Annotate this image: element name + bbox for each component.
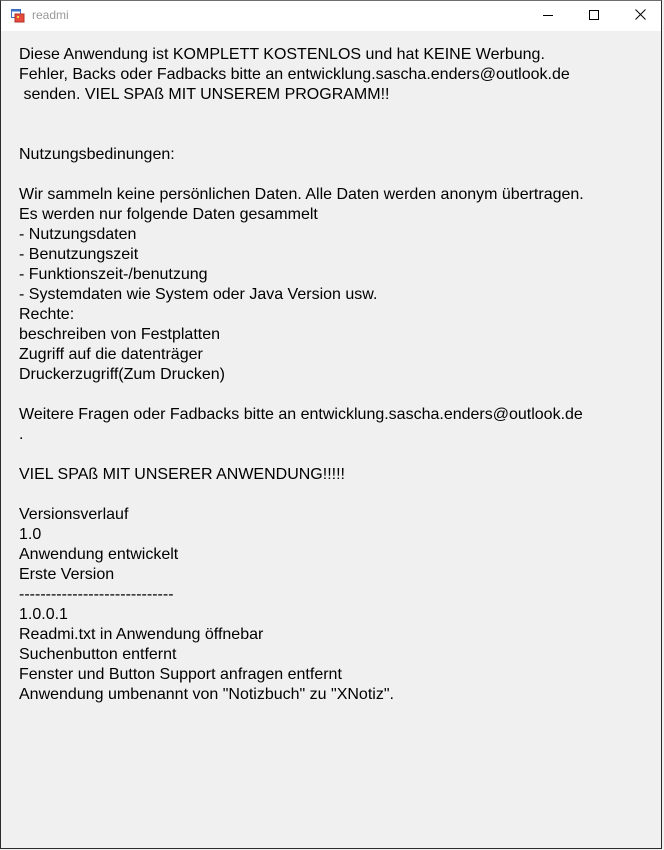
- readme-line: Wir sammeln keine persönlichen Daten. Alle Daten werden anonym übertragen.: [19, 186, 584, 203]
- readme-line: Fehler, Backs oder Fadbacks bitte an entwicklung.sascha.enders@outlook.de: [19, 66, 570, 83]
- readme-line: 1.0: [19, 526, 42, 543]
- maximize-icon: [589, 7, 599, 25]
- readme-line: Nutzungsbedinungen:: [19, 146, 175, 163]
- window-title: readmi: [32, 8, 69, 22]
- readme-line: [19, 165, 651, 185]
- readme-line: [19, 105, 651, 125]
- readme-line: - Nutzungsdaten: [19, 226, 137, 243]
- minimize-button[interactable]: [525, 1, 571, 31]
- readme-line: - Benutzungszeit: [19, 246, 139, 263]
- readme-line: - Systemdaten wie System oder Java Version usw.: [19, 286, 378, 303]
- readme-line: Weitere Fragen oder Fadbacks bitte an entwicklung.sascha.enders@outlook.de: [19, 406, 583, 423]
- readme-line: beschreiben von Festplatten: [19, 326, 221, 343]
- readme-line: [19, 125, 651, 145]
- readme-line: Anwendung entwickelt: [19, 546, 179, 563]
- readme-line: -----------------------------: [19, 586, 174, 603]
- close-button[interactable]: [617, 1, 663, 31]
- readme-line: Druckerzugriff(Zum Drucken): [19, 366, 225, 383]
- readme-line: Rechte:: [19, 306, 75, 323]
- readme-line: VIEL SPAß MIT UNSERER ANWENDUNG!!!!!: [19, 466, 345, 483]
- readme-line: Anwendung umbenannt von "Notizbuch" zu "XNotiz".: [19, 686, 394, 703]
- readme-line: [19, 485, 651, 505]
- close-icon: [635, 7, 646, 25]
- readme-line: Es werden nur folgende Daten gesammelt: [19, 206, 318, 223]
- title-bar[interactable]: [1, 1, 661, 31]
- readme-line: Versionsverlauf: [19, 506, 129, 523]
- app-window-icon[interactable]: [11, 9, 25, 23]
- readme-line: Fenster und Button Support anfragen entfernt: [19, 666, 342, 683]
- readme-line: 1.0.0.1: [19, 606, 68, 623]
- readme-line: Erste Version: [19, 566, 115, 583]
- readme-line: Suchenbutton entfernt: [19, 646, 177, 663]
- readme-line: senden. VIEL SPAß MIT UNSEREM PROGRAMM!!: [19, 86, 390, 103]
- maximize-button[interactable]: [571, 1, 617, 31]
- minimize-icon: [543, 7, 553, 25]
- readme-line: Zugriff auf die datenträger: [19, 346, 203, 363]
- readme-line: .: [19, 426, 24, 443]
- readme-line: [19, 445, 651, 465]
- readme-line: Diese Anwendung ist KOMPLETT KOSTENLOS und hat KEINE Werbung.: [19, 46, 545, 63]
- readme-line: - Funktionszeit-/benutzung: [19, 266, 208, 283]
- readme-line: Readmi.txt in Anwendung öffnebar: [19, 626, 264, 643]
- readme-line: [19, 385, 651, 405]
- readme-text-area[interactable]: [19, 45, 651, 705]
